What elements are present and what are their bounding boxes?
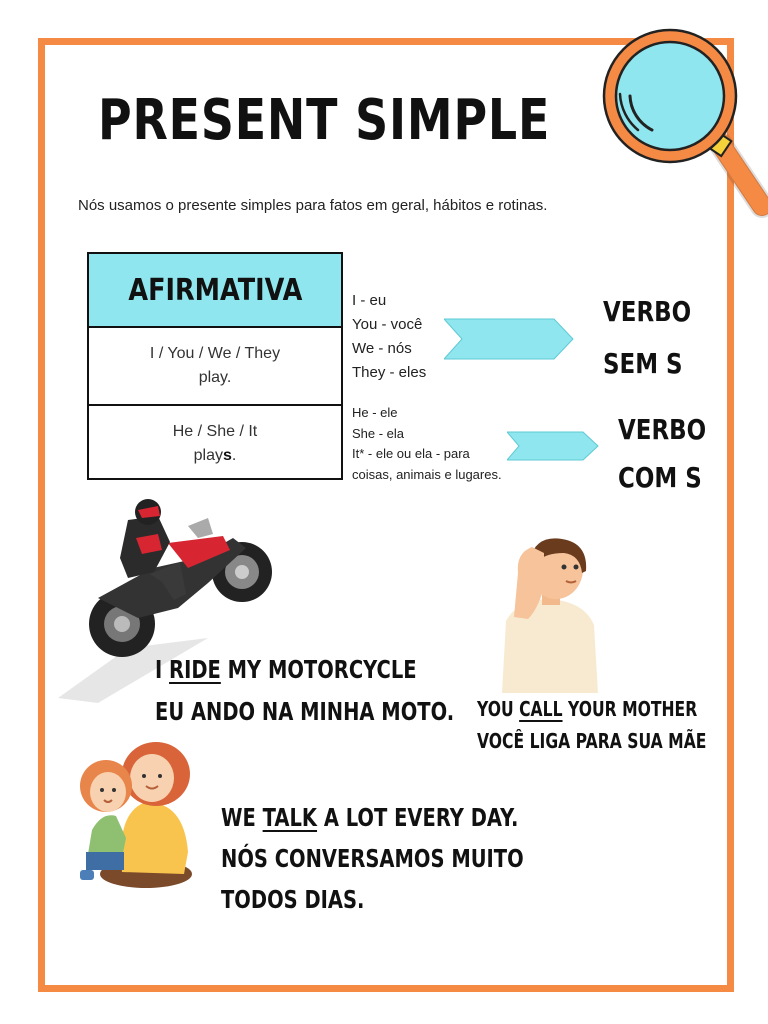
verb-highlight: TALK (262, 803, 318, 832)
page-title: PRESENT SIMPLE (98, 88, 551, 153)
example-1-translation: EU ANDO NA MINHA MOTO. (155, 697, 455, 726)
table-header: AFIRMATIVA (89, 254, 341, 328)
table-row (89, 328, 341, 404)
example-1-sentence: I RIDE MY MOTORCYCLE (155, 655, 417, 684)
row-subjects: He / She / It (172, 423, 258, 440)
row-verb: plays. (193, 447, 237, 464)
list-item: She - ela (352, 425, 405, 441)
arrow-shape-icon (507, 431, 599, 461)
example-3-translation-line-1: NÓS CONVERSAMOS MUITO (221, 844, 524, 873)
affirmative-table (87, 252, 343, 480)
row-subjects: I / You / We / They (149, 345, 281, 362)
verb-highlight: RIDE (169, 655, 221, 684)
example-3-translation-line-2: TODOS DIAS. (221, 885, 365, 914)
list-item: coisas, animais e lugares. (352, 466, 502, 482)
pronoun-list-plural (352, 289, 426, 385)
row-verb: play. (198, 369, 232, 386)
example-2-sentence: YOU CALL YOUR MOTHER (477, 697, 698, 721)
list-item: You - você (352, 316, 423, 333)
person-on-phone-image (498, 533, 600, 695)
list-item: They - eles (352, 364, 427, 381)
list-item: I - eu (352, 292, 387, 309)
example-2-translation: VOCÊ LIGA PARA SUA MÃE (477, 729, 707, 753)
magnifying-glass-icon (590, 18, 768, 218)
verb-highlight: CALL (519, 697, 563, 721)
mother-and-child-image (76, 742, 196, 890)
verb-rule-with-s: VERBO COM S (618, 413, 707, 494)
list-item: We - nós (352, 340, 412, 357)
intro-text: Nós usamos o presente simples para fatos em geral, hábitos e rotinas. (78, 197, 548, 214)
pronoun-list-third-person (352, 403, 502, 485)
table-row (89, 404, 341, 482)
arrow-shape-icon (444, 318, 574, 360)
verb-rule-no-s: VERBO SEM S (603, 295, 692, 380)
list-item: It* - ele ou ela - para (352, 446, 470, 461)
example-3-sentence: WE TALK A LOT EVERY DAY. (221, 803, 519, 832)
list-item: He - ele (352, 405, 398, 420)
